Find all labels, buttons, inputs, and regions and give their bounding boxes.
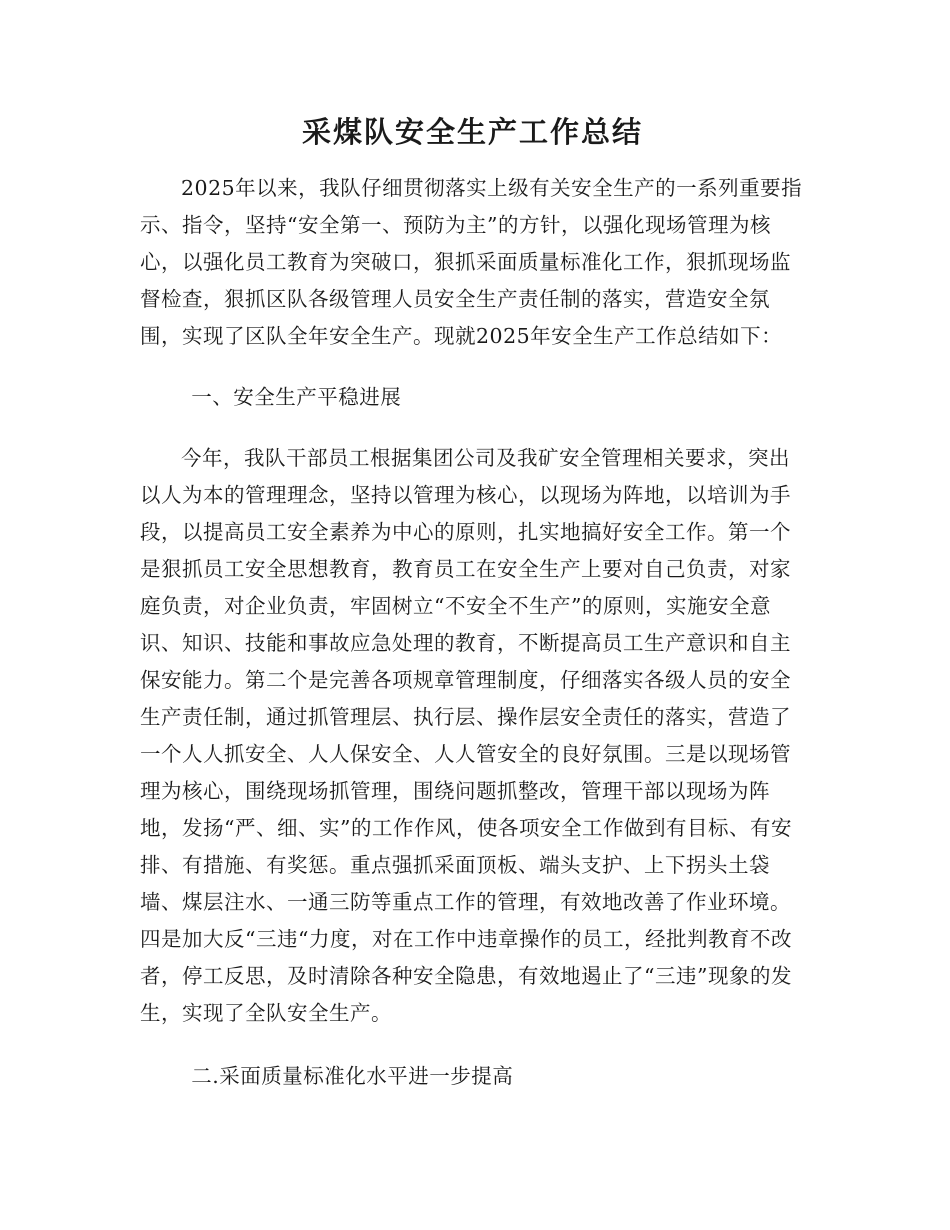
section-1-paragraph: 今年，我队干部员工根据集团公司及我矿安全管理相关要求，突出以人为本的管理理念，坚持以管理为核心，以现场为阵地，以培训为手段，以提高员工安全素养为中心的原则，扎实地搞好安全工作。第一个是狠抓员工安全思想教育，教育员工在安全生产上要对自己负责，对家庭负责，对企业负责，牢固树立“不安全不生产”的原则，实施安全意识、知识、技能和事故应急处理的教育，不断提高员工生产意识和自主保安能力。第二个是完善各项规章管理制度，仔细落实各级人员的安全生产责任制，通过抓管理层、执行层、操作层安全责任的落实，营造了一个人人抓安全、人人保安全、人人管安全的良好氛围。三是以现场管理为核心，围绕现场抓管理，围绕问题抓整改，管理干部以现场为阵地，发扬“严、细、实”的工作作风，使各项安全工作做到有目标、有安排、有措施、有奖惩。重点强抓采面顶板、端头支护、上下拐头土袋墙、煤层注水、一通三防等重点工作的管理，有效地改善了作业环境。四是加大反“三违“力度，对在工作中违章操作的员工，经批判教育不改者，停工反思，及时清除各种安全隐患，有效地遏止了“三违”现象的发生，实现了全队安全生产。 <box>140 446 792 1025</box>
section-heading-2: 二.采面质量标准化水平进一步提高 <box>191 1064 514 1088</box>
document-page <box>140 112 805 1095</box>
paragraph-spacer <box>140 416 805 440</box>
section-heading-1: 一、安全生产平稳进展 <box>191 385 402 409</box>
paragraph-spacer <box>140 355 805 379</box>
intro-paragraph: 2025年以来，我队仔细贯彻落实上级有关安全生产的一系列重要指示、指令，坚持“安全第一、预防为主”的方针，以强化现场管理为核心，以强化员工教育为突破口，狠抓采面质量标准化工作，狠抓现场监督检查，狠抓区队各级管理人员安全生产责任制的落实，营造安全氛围，实现了区队全年安全生产。现就2025年安全生产工作总结如下： <box>140 176 803 348</box>
document-title: 采煤队安全生产工作总结 <box>301 115 643 149</box>
paragraph-spacer <box>140 1032 805 1058</box>
